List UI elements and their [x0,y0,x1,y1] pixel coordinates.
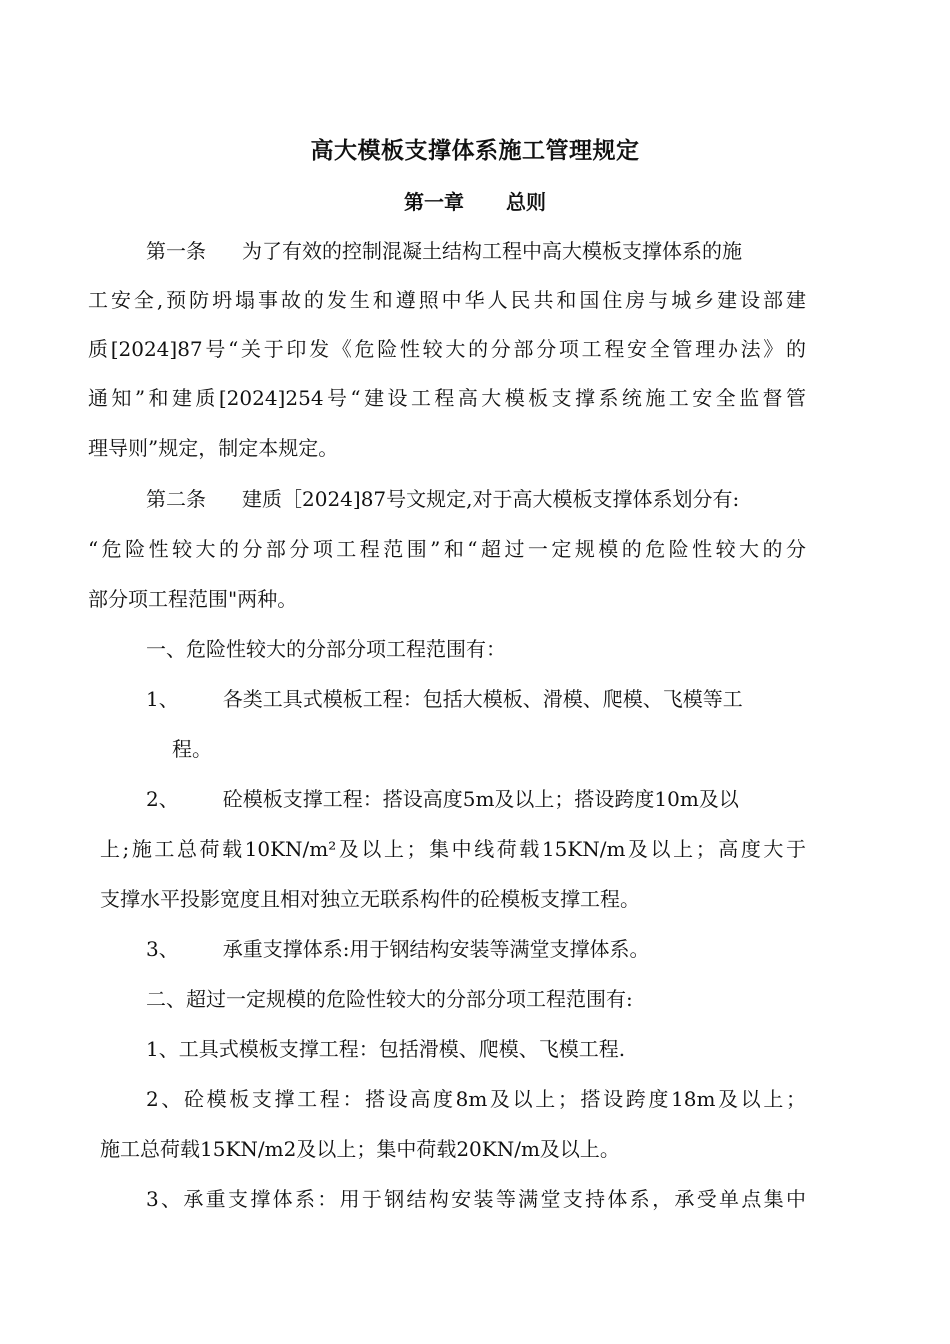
section1-item1-line-2: 程。 [172,737,212,761]
section1-item2-line-3: 支撑水平投影宽度且相对独立无联系构件的砼模板支撑工程。 [100,887,640,911]
chapter-number: 第一章 [404,190,464,214]
section2-item2-line-1: 2、砼模板支撑工程：搭设高度8m及以上；搭设跨度18m及以上； [146,1087,806,1111]
section2-item3-line-1: 3、承重支撑体系：用于钢结构安装等满堂支持体系，承受单点集中 [146,1187,806,1211]
chapter-name: 总则 [506,190,546,214]
section2-heading: 二、超过一定规模的危险性较大的分部分项工程范围有: [146,987,633,1011]
section1-item2-line-2: 上;施工总荷载10KN/m²及以上；集中线荷载15KN/m及以上；高度大于 [100,837,806,861]
article1-line-4: 通知”和建质[2024]254号“建设工程高大模板支撑系统施工安全监督管 [88,386,806,410]
article1-line-2: 工安全,预防坍塌事故的发生和遵照中华人民共和国住房与城乡建设部建 [88,288,806,312]
article1-line-3: 质[2024]87号“关于印发《危险性较大的分部分项工程安全管理办法》的 [88,337,806,361]
section1-item1 [146,684,806,714]
article2-line-3: 部分项工程范围"两种。 [88,587,298,611]
chapter-heading [0,186,950,215]
article1-label: 第一条 [146,239,206,263]
article1-line-5: 理导则”规定，制定本规定。 [88,436,339,460]
section1-item2-line-1: 砼模板支撑工程：搭设高度5m及以上；搭设跨度10m及以 [222,787,739,811]
section1-item2-num: 2、 [146,787,179,811]
article2-line-2: “危险性较大的分部分项工程范围”和“超过一定规模的危险性较大的分 [88,537,806,561]
section1-item1-line-1: 各类工具式模板工程：包括大模板、滑模、爬模、飞模等工 [222,687,743,711]
section1-item2 [146,784,806,814]
section1-item3-line-1: 承重支撑体系:用于钢结构安装等满堂支撑体系。 [222,937,650,961]
section1-heading: 一、危险性较大的分部分项工程范围有： [146,637,506,661]
document-title: 高大模板支撑体系施工管理规定 [310,137,640,164]
section1-item3 [146,934,649,964]
article2-line-1: 建质［2024]87号文规定,对于高大模板支撑体系划分有: [242,487,740,511]
article1-first-line [146,236,806,266]
section1-item1-num: 1、 [146,687,179,711]
article2-label: 第二条 [146,487,206,511]
article2-first-line [146,484,806,514]
article1-line-1: 为了有效的控制混凝土结构工程中高大模板支撑体系的施 [242,239,742,263]
section2-item2-line-2: 施工总荷载15KN/m2及以上；集中荷载20KN/m及以上。 [100,1137,620,1161]
section2-item1-line-1: 1、工具式模板支撑工程：包括滑模、爬模、飞模工程. [146,1037,626,1061]
section1-item3-num: 3、 [146,937,179,961]
